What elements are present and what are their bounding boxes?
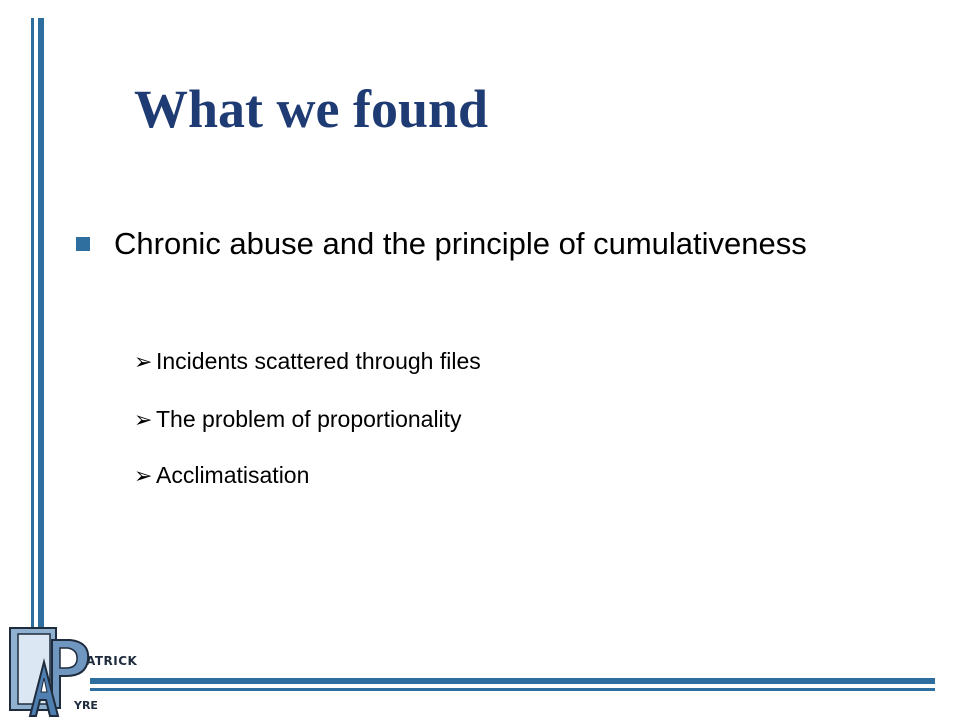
sub-bullet-text: Incidents scattered through files: [156, 348, 481, 374]
arrowhead-bullet-icon: ➢: [134, 462, 153, 488]
sub-bullet-item: [134, 406, 462, 433]
left-decorative-line-thin: [31, 18, 34, 650]
sub-bullet-text: The problem of proportionality: [156, 406, 462, 432]
sub-bullet-item: [134, 348, 481, 375]
square-bullet-icon: [76, 237, 90, 251]
logo-text-top: ATRICK: [86, 654, 138, 668]
bottom-decorative-line-thick: [90, 678, 935, 684]
logo-text-bottom: YRE: [74, 699, 98, 712]
main-bullet-text: Chronic abuse and the principle of cumulativeness: [114, 226, 807, 261]
sub-bullet-item: [134, 462, 309, 489]
arrowhead-bullet-icon: ➢: [134, 406, 153, 432]
arrowhead-bullet-icon: ➢: [134, 348, 153, 374]
main-bullet: [76, 222, 876, 266]
left-decorative-line-thick: [38, 18, 44, 650]
sub-bullet-text: Acclimatisation: [156, 462, 310, 488]
slide-title: What we found: [134, 79, 489, 139]
bottom-decorative-line-thin: [90, 688, 935, 691]
